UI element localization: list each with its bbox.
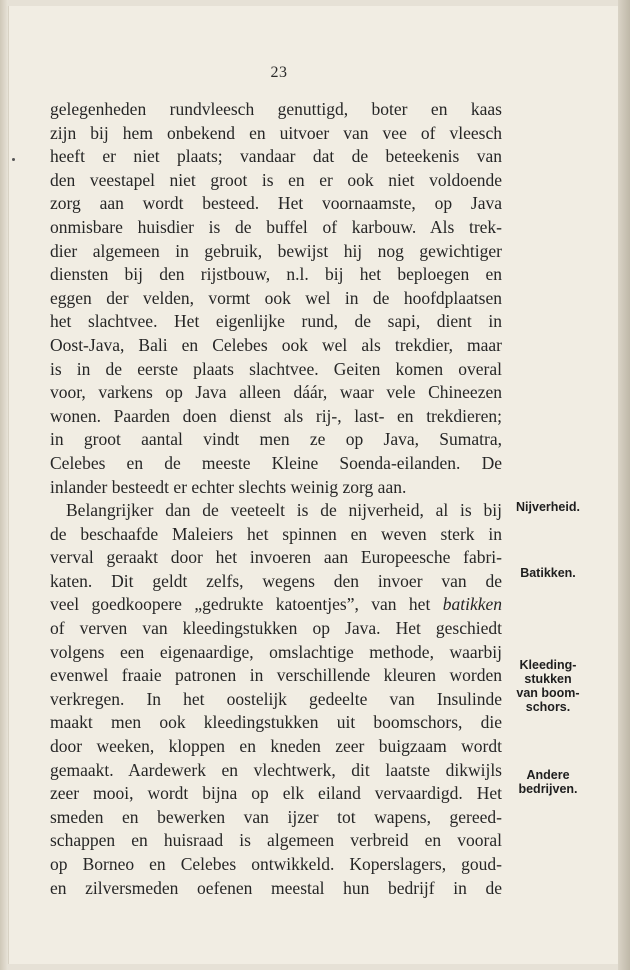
text-line: Belangrijker dan de veeteelt is de nijverheid, al is bij xyxy=(66,500,502,521)
text-line: volgens een eigenaardige, omslachtige methode, waarbij xyxy=(50,641,502,662)
body-text xyxy=(50,98,502,900)
text-line: door weeken, kloppen en kneden zeer buigzaam wordt xyxy=(50,736,502,757)
margin-note-line: bedrijven. xyxy=(518,782,578,796)
margin-note-line: Batikken. xyxy=(520,566,576,580)
page-number: 23 xyxy=(270,64,288,81)
text-line: op Borneo en Celebes ontwikkeld. Koperslagers, goud- xyxy=(50,854,502,874)
text-line: Oost-Java, Bali en Celebes ook wel als trekdier, maar xyxy=(50,334,502,355)
text-line-with-italic xyxy=(50,593,502,617)
margin-note-line: Nijverheid. xyxy=(516,500,580,514)
text-line: en zilversmeden oefenen meestal hun bedrijf in de xyxy=(50,877,502,898)
text-line: is in de eerste plaats slachtvee. Geiten komen overal xyxy=(50,358,502,379)
text-line: gemaakt. Aardewerk en vlechtwerk, dit laatste dikwijls xyxy=(50,759,502,780)
text-line: in groot aantal vindt men ze op Java, Sumatra, xyxy=(50,429,502,450)
text-line: wonen. Paarden doen dienst als rij-, last- en trekdieren; xyxy=(50,405,502,426)
book-spine xyxy=(0,0,8,970)
text-line: de beschaafde Maleiers het spinnen en weven sterk in xyxy=(50,523,502,544)
text-line: zorg aan wordt besteed. Het voornaamste, op Java xyxy=(50,193,502,214)
text-line: dier algemeen in gebruik, bewijst hij nog gewichtiger xyxy=(50,240,502,261)
margin-note-line: stukken xyxy=(524,672,572,686)
text-line: zijn bij hem onbekend en uitvoer van vee of vleesch xyxy=(50,122,502,143)
text-line: den veestapel niet groot is en er ook niet voldoende xyxy=(50,169,502,190)
margin-note-line: schors. xyxy=(525,700,571,714)
text-line: maakt men ook kleedingstukken uit boomschors, die xyxy=(50,712,502,733)
page-edge xyxy=(618,0,630,970)
speck xyxy=(12,158,15,161)
margin-note-kleedingstukken xyxy=(508,658,588,714)
text-line: smeden en bewerken van ijzer tot wapens, gereed- xyxy=(50,806,502,827)
margin-note-line: Kleeding- xyxy=(519,658,577,672)
text-line: inlander besteedt er echter slechts weinig zorg aan. xyxy=(50,476,407,497)
text-line: voor, varkens op Java alleen dáár, waar vele Chineezen xyxy=(50,382,502,403)
margin-note-line: van boom- xyxy=(516,686,580,700)
text-line: heeft er niet plaats; vandaar dat de beteekenis van xyxy=(50,146,502,167)
text-line: diensten bij den rijstbouw, n.l. bij het beploegen en xyxy=(50,264,502,285)
text-line: zeer mooi, wordt bijna op elk eiland vervaardigd. Het xyxy=(50,783,502,804)
text-line: gelegenheden rundvleesch genuttigd, boter en kaas xyxy=(50,99,502,119)
text-segment: veel goedkoopere „gedrukte katoentjes”, van het xyxy=(50,594,431,615)
text-line: eggen der velden, vormt ook wel in de hoofdplaatsen xyxy=(50,287,502,308)
margin-note-andere-bedrijven xyxy=(508,768,588,796)
margin-note-line: Andere xyxy=(526,768,570,782)
text-line: verval geraakt door het invoeren aan Europeesche fabri- xyxy=(50,547,502,568)
text-line: evenwel fraaie patronen in verschillende kleuren worden xyxy=(50,665,502,686)
italic-term: batikken xyxy=(442,594,503,615)
text-line: verkregen. In het oostelijk gedeelte van Insulinde xyxy=(50,688,502,709)
margin-note-nijverheid xyxy=(508,500,588,514)
text-line: schappen en huisraad is algemeen verbreid en vooral xyxy=(50,830,502,851)
text-line: Celebes en de meeste Kleine Soenda-eilanden. De xyxy=(50,452,502,473)
text-line: het slachtvee. Het eigenlijke rund, de sapi, dient in xyxy=(50,311,502,332)
text-line: of verven van kleedingstukken op Java. Het geschiedt xyxy=(50,618,502,639)
text-line: onmisbare huisdier is de buffel of karbouw. Als trek- xyxy=(50,216,502,237)
text-line: katen. Dit geldt zelfs, wegens den invoer van de xyxy=(50,570,502,591)
margin-note-batikken xyxy=(508,566,588,580)
